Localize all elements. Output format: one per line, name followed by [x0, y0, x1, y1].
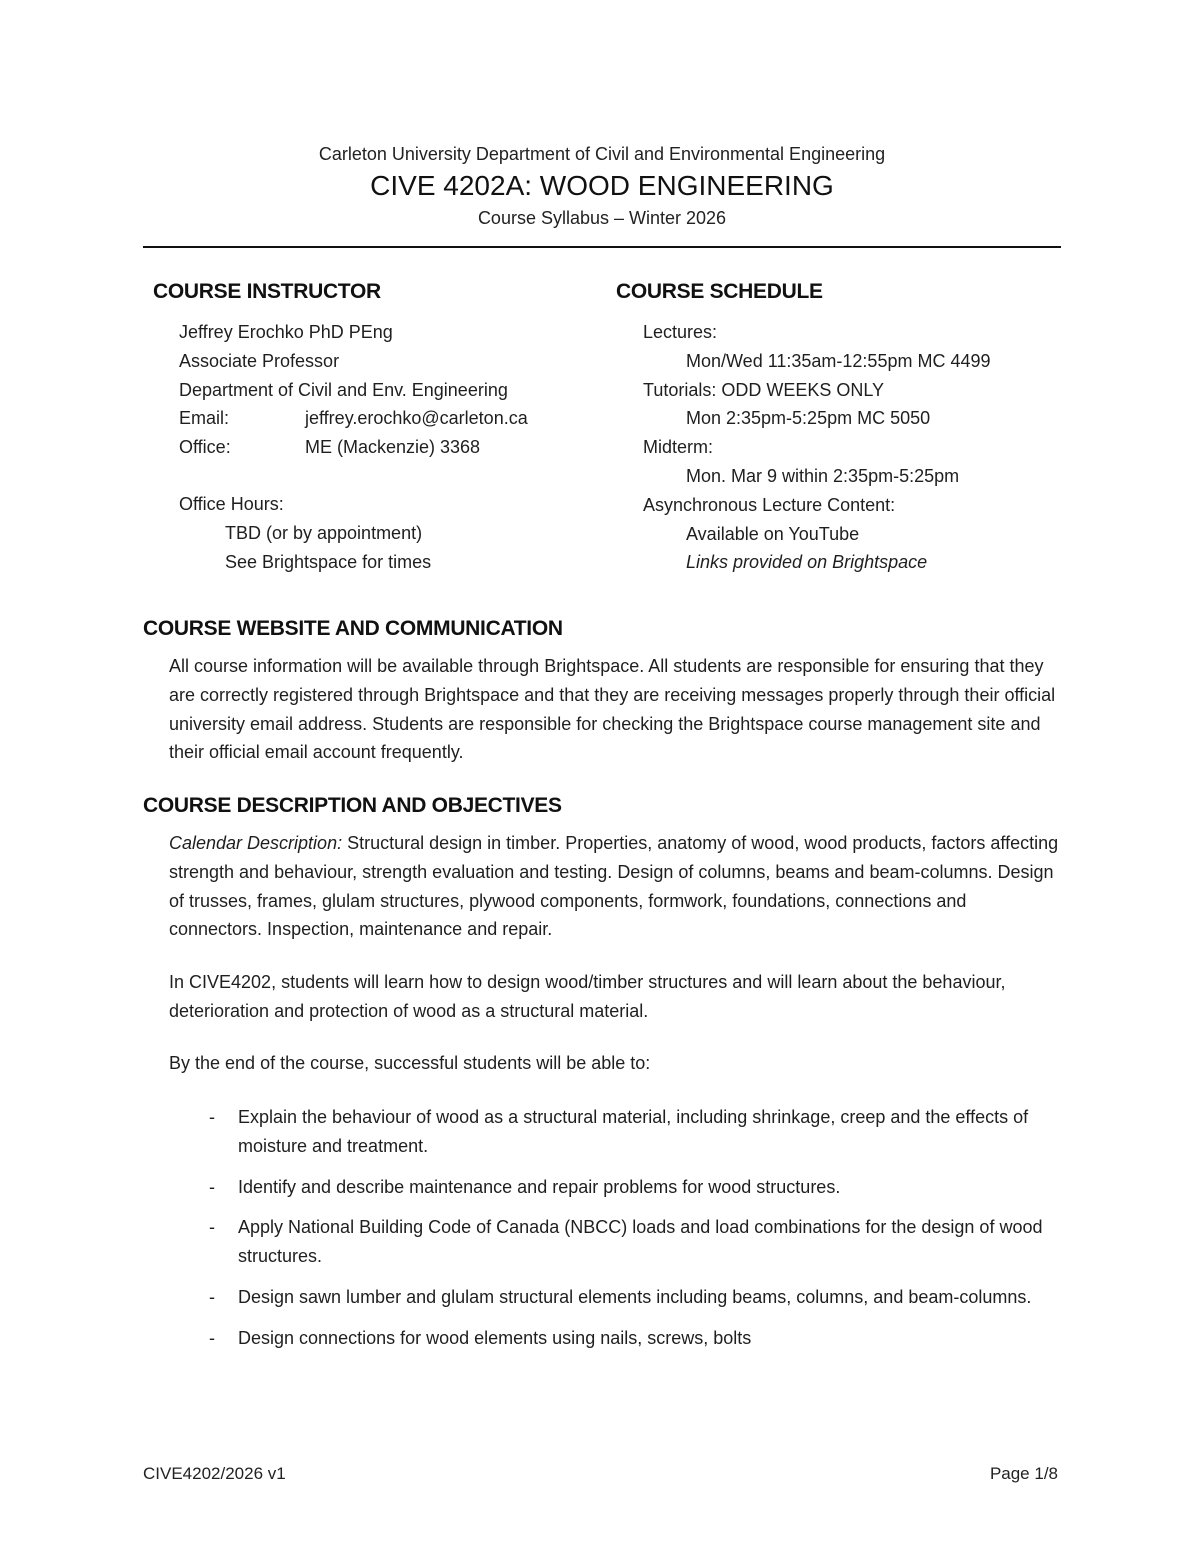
- async-youtube: Available on YouTube: [686, 523, 860, 544]
- office-row: [179, 433, 579, 462]
- instructor-department: Department of Civil and Env. Engineering: [179, 379, 508, 400]
- list-item: [169, 1173, 1064, 1202]
- calendar-description-label: Calendar Description:: [169, 833, 343, 853]
- bullet-dash: -: [209, 1107, 215, 1127]
- lectures-label: Lectures:: [643, 322, 718, 342]
- office-hours-line2: See Brightspace for times: [225, 551, 432, 572]
- async-links-note: Links provided on Brightspace: [686, 552, 928, 573]
- schedule-block: [643, 318, 1063, 577]
- header-divider: [143, 246, 1061, 248]
- course-subtitle: Course Syllabus – Winter 2026: [477, 208, 727, 228]
- instructor-name: Jeffrey Erochko PhD PEng: [179, 322, 393, 342]
- midterm-label: Midterm:: [643, 437, 714, 458]
- schedule-heading: COURSE SCHEDULE: [616, 280, 823, 303]
- objective-text: Explain the behaviour of wood as a structural material, including shrinkage, creep and the effects of moisture and treatment.: [238, 1107, 1029, 1156]
- description-heading: COURSE DESCRIPTION AND OBJECTIVES: [143, 794, 562, 817]
- bullet-dash: -: [209, 1176, 215, 1197]
- objective-text: Design connections for wood elements using nails, screws, bolts: [238, 1327, 752, 1348]
- website-heading: COURSE WEBSITE AND COMMUNICATION: [143, 617, 563, 640]
- list-item: [169, 1283, 1064, 1312]
- instructor-block: [179, 318, 579, 576]
- calendar-description-text: Structural design in timber. Properties, anatomy of wood, wood products, factors affecting strength and behaviour, strength evaluation and testing. Design of columns, beams and beam-columns. Design of trusses, frames, glulam structures, plywood components, formwork, foundations, connections and connectors. Inspection, maintenance and repair.: [169, 833, 1059, 940]
- footer-version: CIVE4202/2026 v1: [143, 1464, 286, 1483]
- email-link[interactable]: jeffrey.erochko@carleton.ca: [305, 408, 528, 429]
- email-row: [179, 404, 579, 433]
- objective-text: Identify and describe maintenance and repair problems for wood structures.: [238, 1176, 841, 1197]
- office-label: Office:: [179, 437, 231, 458]
- objective-text: Design sawn lumber and glulam structural elements including beams, columns, and beam-columns.: [238, 1286, 1032, 1307]
- objective-text: Apply National Building Code of Canada (NBCC) loads and load combinations for the design of wood structures.: [238, 1217, 1043, 1267]
- bullet-dash: -: [209, 1286, 215, 1307]
- objectives-list: [169, 1103, 1064, 1365]
- list-item: [169, 1103, 1064, 1161]
- midterm-time: Mon. Mar 9 within 2:35pm-5:25pm: [686, 465, 960, 486]
- website-paragraph: All course information will be available through Brightspace. All students are responsible for ensuring that they are correctly registered through Brightspace and that they are receiving messages properly through their official university email address. Students are responsible for checking the Brightspace course management site and their official email account frequently.: [169, 656, 1056, 763]
- bullet-dash: -: [209, 1217, 215, 1238]
- instructor-position: Associate Professor: [179, 350, 340, 371]
- document-header: [143, 142, 1061, 230]
- tutorials-label: Tutorials: ODD WEEKS ONLY: [643, 379, 885, 400]
- office-hours-label: Office Hours:: [179, 493, 284, 514]
- list-item: [169, 1324, 1064, 1353]
- footer-page-number: Page 1/8: [989, 1464, 1058, 1483]
- list-item: [169, 1213, 1064, 1271]
- course-intro-paragraph: In CIVE4202, students will learn how to design wood/timber structures and will learn about the behaviour, deterioration and protection of wood as a structural material.: [169, 972, 1006, 1021]
- email-label: Email:: [179, 408, 230, 429]
- department-line: Carleton University Department of Civil and Environmental Engineering: [318, 144, 886, 164]
- office-hours-line1: TBD (or by appointment): [225, 522, 423, 543]
- tutorials-time: Mon 2:35pm-5:25pm MC 5050: [686, 408, 931, 429]
- lectures-time: Mon/Wed 11:35am-12:55pm MC 4499: [686, 350, 991, 371]
- bullet-dash: -: [209, 1327, 215, 1348]
- calendar-description: [169, 829, 1064, 944]
- instructor-heading: COURSE INSTRUCTOR: [153, 280, 381, 303]
- course-title: CIVE 4202A: WOOD ENGINEERING: [370, 170, 834, 201]
- async-label: Asynchronous Lecture Content:: [643, 494, 896, 515]
- office-value: ME (Mackenzie) 3368: [305, 437, 481, 458]
- objectives-lead: By the end of the course, successful students will be able to:: [169, 1053, 651, 1073]
